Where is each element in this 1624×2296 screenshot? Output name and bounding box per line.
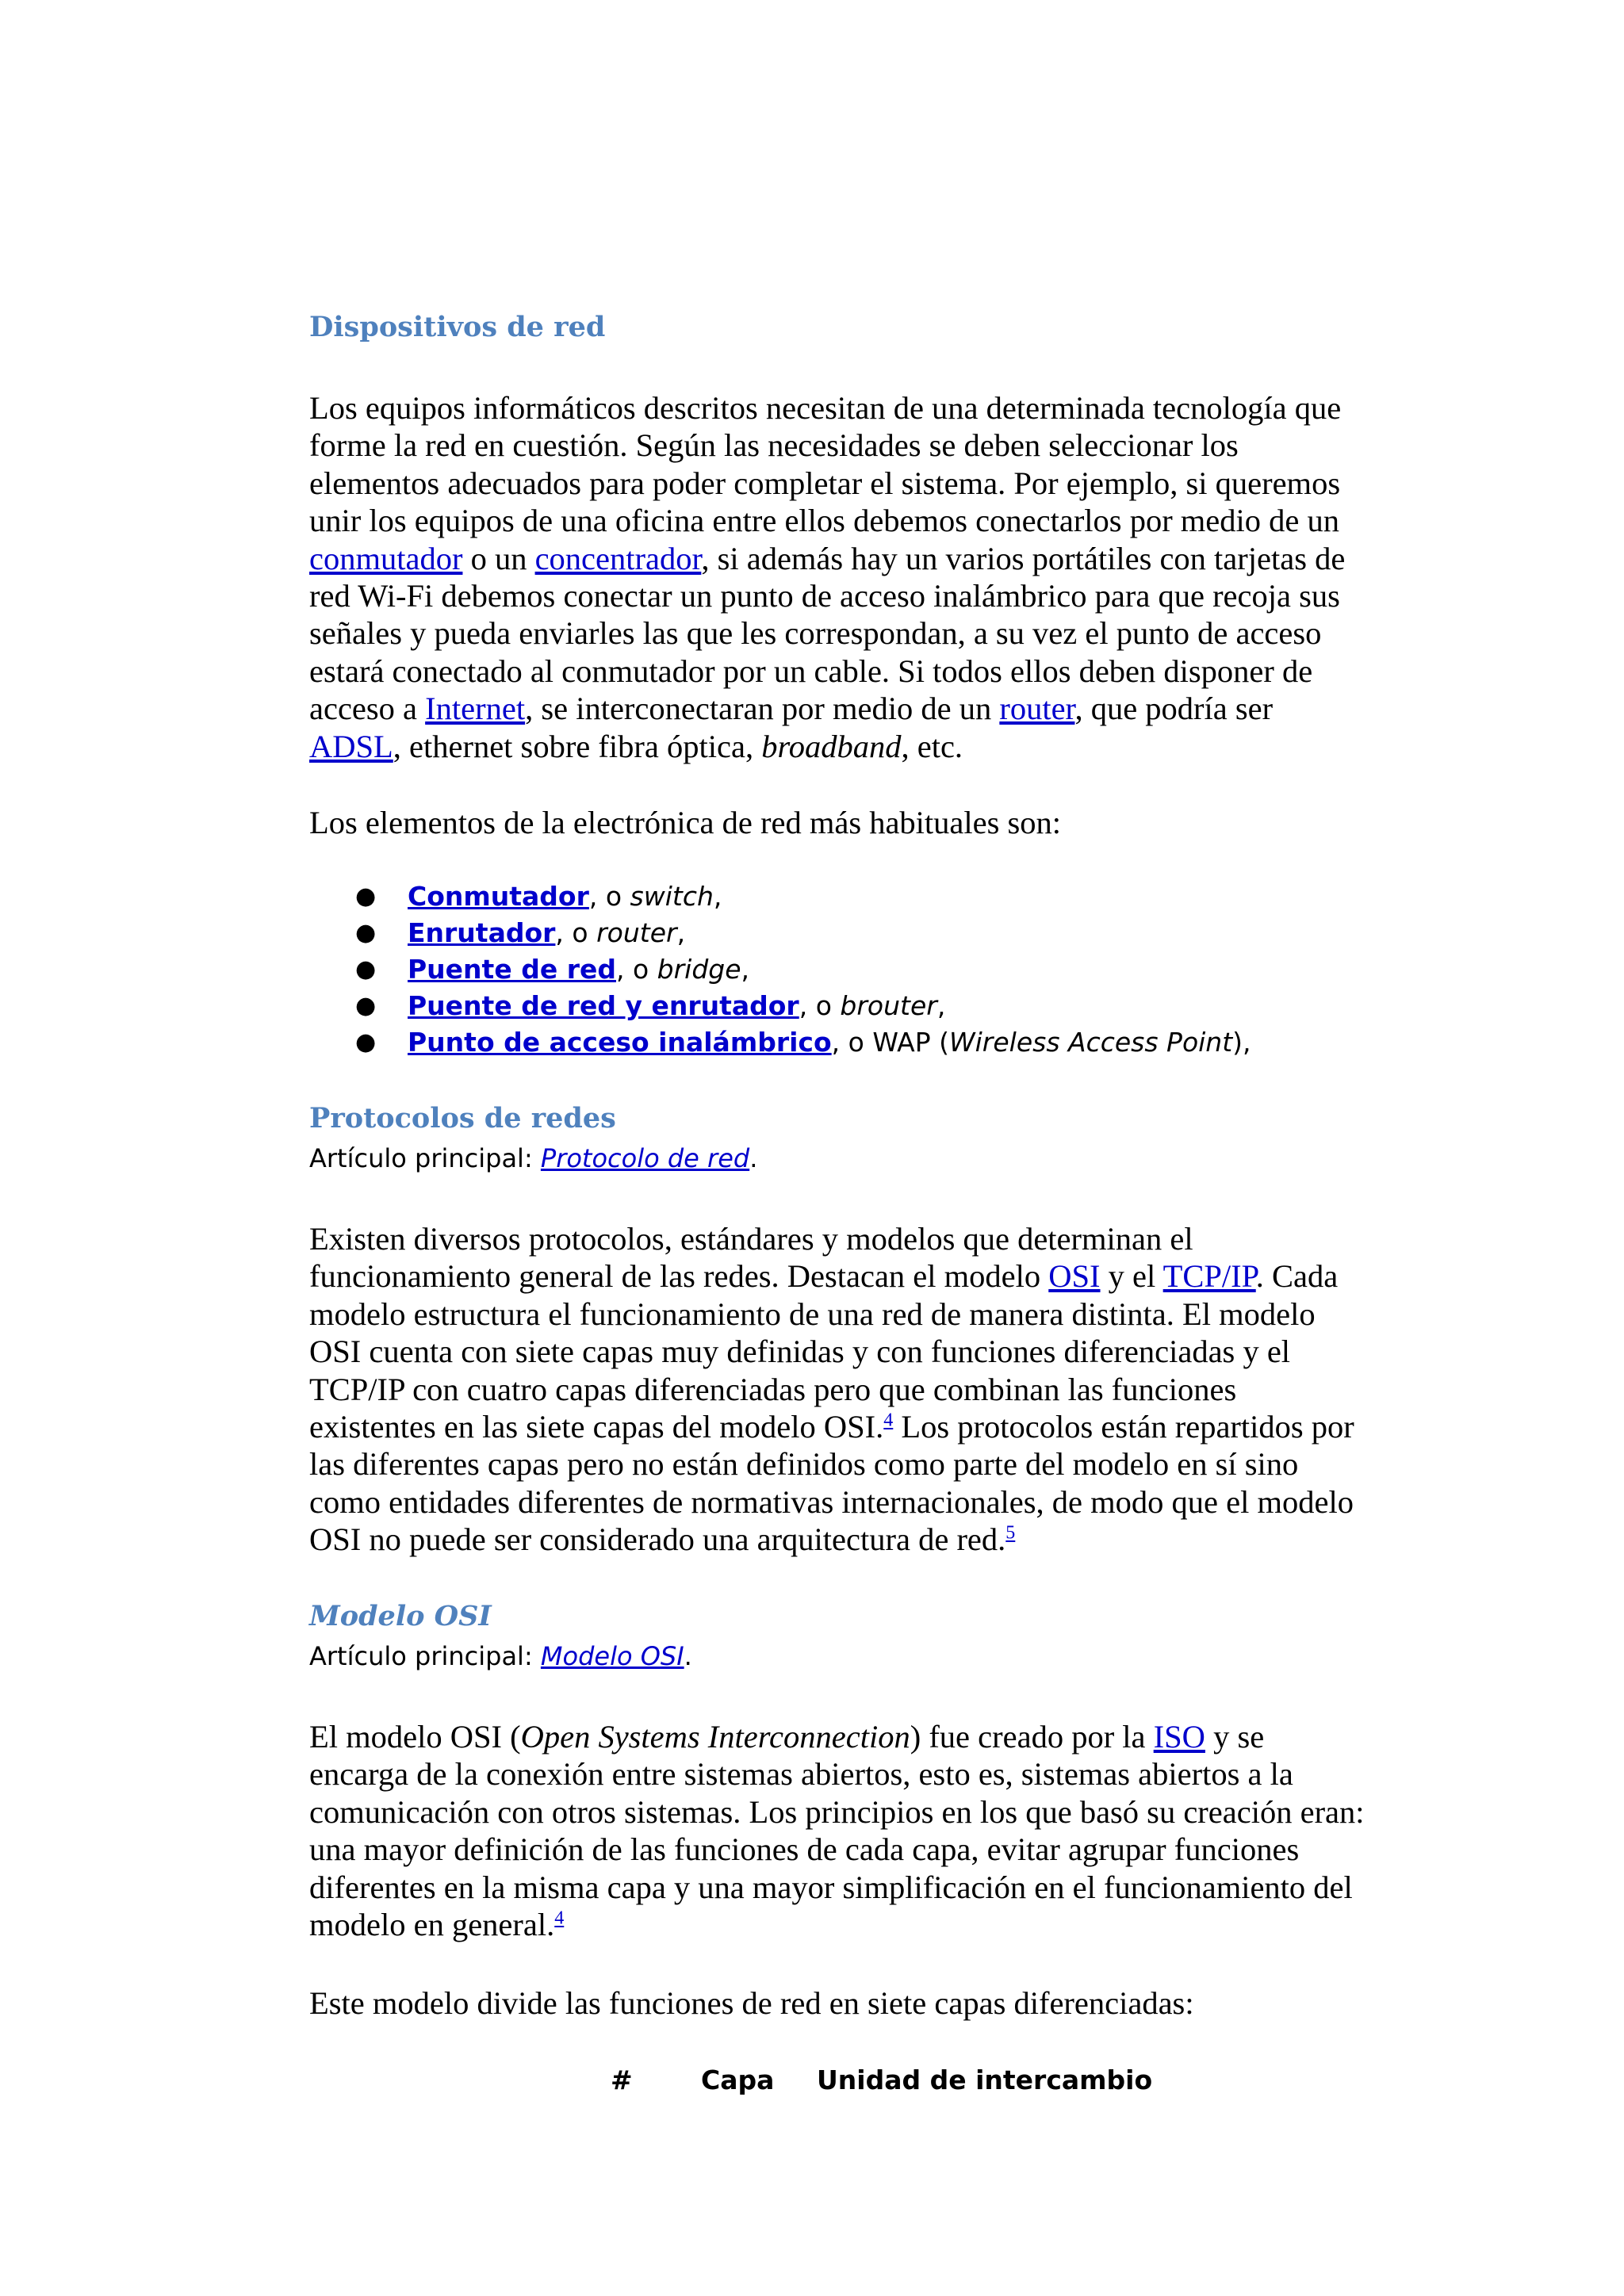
- text-fragment: ),: [1232, 1027, 1251, 1058]
- text-fragment: , o WAP (: [831, 1027, 949, 1058]
- text-fragment: ,: [741, 954, 750, 985]
- text-line: [309, 1718, 1388, 1755]
- link-puente-de-red-item[interactable]: Puente de red: [408, 954, 616, 985]
- text-line: [309, 1906, 1388, 1943]
- paragraph-dispositivos: [309, 389, 1388, 765]
- list-item: [309, 878, 1251, 915]
- text-line: [309, 1408, 1388, 1445]
- text-line: OSI cuenta con siete capas muy definidas y con funciones diferenciadas y el: [309, 1334, 1291, 1370]
- link-conmutador-item[interactable]: Conmutador: [408, 881, 589, 912]
- bullet-icon: ●: [355, 882, 377, 910]
- heading-modelo-osi: Modelo OSI: [309, 1600, 492, 1632]
- text-line: diferentes en la misma capa y una mayor simplificación en el funcionamiento del: [309, 1869, 1353, 1905]
- text-fragment: , o: [615, 954, 657, 985]
- text-line: [309, 728, 1388, 765]
- text-line: [309, 690, 1388, 727]
- link-punto-acceso-item[interactable]: Punto de acceso inalámbrico: [408, 1027, 832, 1058]
- text-line: encarga de la conexión entre sistemas abiertos, esto es, sistemas abiertos a la: [309, 1756, 1293, 1793]
- paragraph-modelo-osi: [309, 1718, 1388, 1943]
- text-fragment: ,: [676, 917, 686, 948]
- text-fragment: Artículo principal:: [309, 1641, 541, 1671]
- text-fragment: .: [749, 1143, 758, 1173]
- text-fragment: , etc.: [901, 728, 963, 764]
- text-fragment: ,: [936, 990, 946, 1021]
- text-emphasis: brouter: [840, 990, 937, 1021]
- text-line: comunicación con otros sistemas. Los principios en los que basó su creación eran:: [309, 1793, 1365, 1830]
- link-iso[interactable]: ISO: [1153, 1719, 1205, 1755]
- footnote-link-5[interactable]: 5: [1005, 1522, 1016, 1544]
- paragraph-elementos: Los elementos de la electrónica de red más habituales son:: [309, 805, 1062, 840]
- bullet-icon: ●: [355, 1028, 377, 1056]
- paragraph-protocolos: [309, 1220, 1388, 1559]
- device-list: [309, 878, 1251, 1061]
- list-item: [309, 988, 1251, 1024]
- bullet-icon: ●: [355, 992, 377, 1020]
- text-fragment: y se: [1205, 1719, 1265, 1755]
- text-fragment: ,: [713, 881, 722, 912]
- table-header-number: #: [611, 2064, 633, 2095]
- heading-dispositivos-de-red: Dispositivos de red: [309, 311, 606, 343]
- text-line: estará conectado al conmutador por un cable. Si todos ellos deben disponer de: [309, 652, 1313, 689]
- main-article-note: [309, 1641, 692, 1671]
- text-fragment: , que podría ser: [1074, 691, 1274, 727]
- bullet-icon: ●: [355, 955, 377, 983]
- main-article-note: [309, 1143, 757, 1173]
- text-emphasis: Open Systems Interconnection: [520, 1719, 910, 1755]
- text-fragment: , o: [555, 917, 597, 948]
- list-item: [309, 915, 1251, 951]
- text-fragment: existentes en las siete capas del modelo OSI.: [309, 1409, 884, 1445]
- link-concentrador[interactable]: concentrador: [534, 540, 702, 576]
- text-fragment: ) fue creado por la: [910, 1719, 1154, 1755]
- table-header-capa: Capa: [701, 2064, 775, 2095]
- list-item: [309, 951, 1251, 988]
- text-emphasis: broadband: [761, 728, 902, 764]
- text-line: forme la red en cuestión. Según las necesidades se deben seleccionar los: [309, 427, 1239, 464]
- text-line: Los equipos informáticos descritos necesitan de una determinada tecnología que: [309, 390, 1342, 426]
- text-fragment: , ethernet sobre fibra óptica,: [393, 728, 762, 764]
- link-osi[interactable]: OSI: [1048, 1258, 1101, 1295]
- table-header-unidad: Unidad de intercambio: [817, 2064, 1153, 2095]
- text-line: una mayor definición de las funciones de cada capa, evitar agrupar funciones: [309, 1831, 1300, 1868]
- text-emphasis: Wireless Access Point: [948, 1027, 1233, 1058]
- paragraph-siete-capas: Este modelo divide las funciones de red en siete capas diferenciadas:: [309, 1985, 1194, 2021]
- text-emphasis: router: [596, 917, 677, 948]
- text-fragment: , o: [799, 990, 841, 1021]
- text-fragment: . Cada: [1255, 1258, 1339, 1295]
- text-emphasis: switch: [630, 881, 714, 912]
- text-fragment: acceso a: [309, 691, 426, 727]
- link-enrutador-item[interactable]: Enrutador: [408, 917, 556, 948]
- link-adsl[interactable]: ADSL: [309, 728, 393, 764]
- list-item: [309, 1024, 1251, 1061]
- text-line: TCP/IP con cuatro capas diferenciadas pero que combinan las funciones: [309, 1371, 1237, 1407]
- text-fragment: , se interconectaran por medio de un: [525, 691, 1000, 727]
- text-line: unir los equipos de una oficina entre ellos debemos conectarlos por medio de un: [309, 503, 1340, 539]
- link-conmutador[interactable]: conmutador: [309, 540, 463, 576]
- text-fragment: y el: [1100, 1258, 1163, 1295]
- heading-protocolos-de-redes: Protocolos de redes: [309, 1102, 616, 1135]
- text-emphasis: bridge: [657, 954, 741, 985]
- text-fragment: OSI no puede ser considerado una arquitectura de red.: [309, 1521, 1006, 1558]
- link-internet[interactable]: Internet: [425, 691, 526, 727]
- bullet-icon: ●: [355, 919, 377, 947]
- text-fragment: , si además hay un varios portátiles con tarjetas de: [701, 540, 1346, 576]
- text-line: [309, 540, 1388, 577]
- text-line: modelo estructura el funcionamiento de una red de manera distinta. El modelo: [309, 1295, 1316, 1332]
- text-line: [309, 1521, 1388, 1558]
- text-fragment: funcionamiento general de las redes. Destacan el modelo: [309, 1258, 1049, 1295]
- footnote-link-4[interactable]: 4: [554, 1908, 565, 1929]
- text-fragment: o un: [462, 540, 535, 576]
- text-line: como entidades diferentes de normativas internacionales, de modo que el modelo: [309, 1483, 1354, 1520]
- text-line: red Wi-Fi debemos conectar un punto de acceso inalámbrico para que recoja sus: [309, 578, 1340, 614]
- text-fragment: Artículo principal:: [309, 1143, 541, 1173]
- text-fragment: El modelo OSI (: [309, 1719, 521, 1755]
- link-puente-y-enrutador-item[interactable]: Puente de red y enrutador: [408, 990, 799, 1021]
- footnote-link-4[interactable]: 4: [883, 1410, 894, 1431]
- link-modelo-osi[interactable]: Modelo OSI: [540, 1641, 684, 1671]
- text-fragment: Los protocolos están repartidos por: [893, 1409, 1354, 1445]
- link-protocolo-de-red[interactable]: Protocolo de red: [540, 1143, 750, 1173]
- text-line: señales y pueda enviarles las que les correspondan, a su vez el punto de acceso: [309, 615, 1322, 652]
- link-tcp-ip[interactable]: TCP/IP: [1162, 1258, 1256, 1295]
- text-line: elementos adecuados para poder completar el sistema. Por ejemplo, si queremos: [309, 465, 1341, 501]
- text-fragment: modelo en general.: [309, 1907, 555, 1943]
- text-fragment: .: [684, 1641, 692, 1671]
- text-line: Existen diversos protocolos, estándares y modelos que determinan el: [309, 1221, 1193, 1257]
- text-line: las diferentes capas pero no están definidos como parte del modelo en sí sino: [309, 1446, 1299, 1483]
- text-fragment: , o: [588, 881, 630, 912]
- text-line: [309, 1257, 1388, 1295]
- link-router[interactable]: router: [999, 691, 1075, 727]
